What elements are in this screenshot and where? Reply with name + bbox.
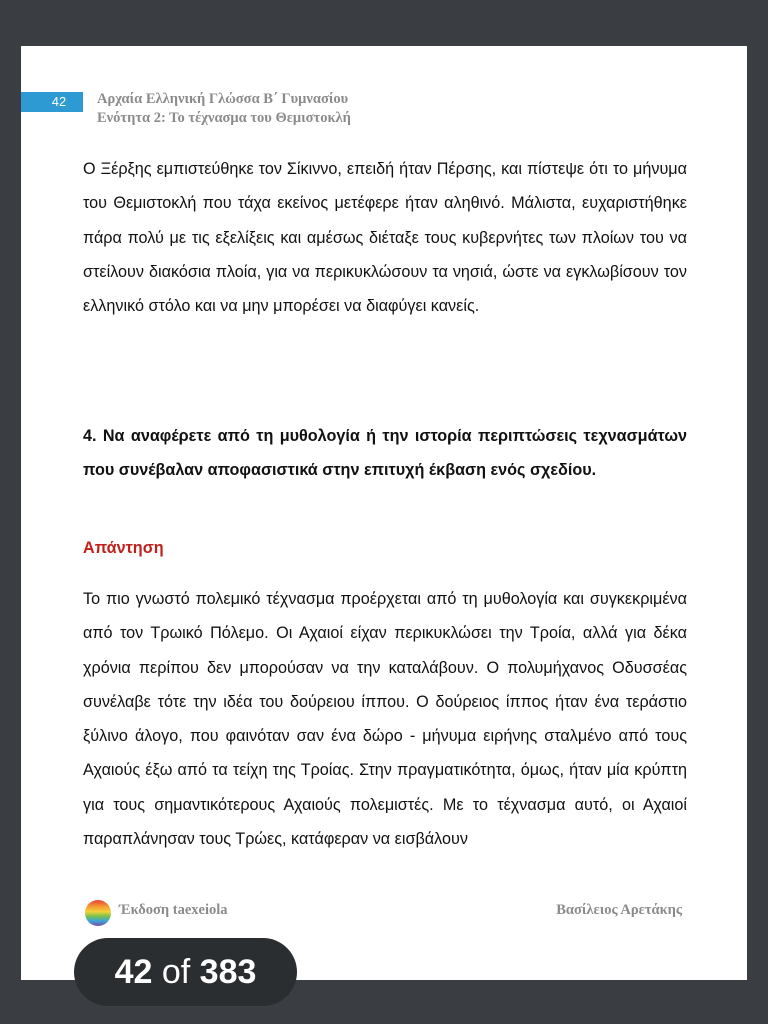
answer-text: Το πιο γνωστό πολεμικό τέχνασμα προέρχεται από τη μυθολογία και συγκεκριμένα από τον Τρωικό Πόλεμο. Οι Αχαιοί είχαν περικυκλώσει την Τροία, αλλά για δέκα χρόνια περίπου δεν μπορούσαν να την καταλάβουν. Ο πολυμήχανος Οδυσσέας συνέλαβε τότε την ιδέα του δούρειου ίππου. Ο δούρειος ίππος ήταν ένα τεράστιο ξύλινο άλογο, που φαινόταν σαν ένα δώρο - μήνυμα ειρήνης σταλμένο από τους Αχαιούς έξω από τα τείχη της Τροίας. Στην πραγματικότητα, όμως, ήταν μία κρύπτη για τους σημαντικότερους Αχαιούς πολεμιστές. Με το τέχνασμα αυτό, οι Αχαιοί παραπλάνησαν τους Τρώες, κατάφεραν να εισβάλουν [83,590,687,849]
question-4: 4. Να αναφέρετε από τη μυθολογία ή την ιστορία περιπτώσεις τεχνασμάτων που συνέβαλαν αποφασιστικά στην επιτυχή έκβαση ενός σχεδίου. [83,427,687,480]
page-counter [74,938,297,1006]
of-label: of [161,953,191,991]
page-number: 42 [51,94,67,109]
publisher-label: Έκδοση taexeiola [119,902,228,918]
unit-title: Ενότητα 2: Το τέχνασμα του Θεμιστοκλή [97,110,351,126]
current-page: 42 [114,953,153,991]
author-label: Βασίλειος Αρετάκης [556,902,682,918]
paragraph-1: Ο Ξέρξης εμπιστεύθηκε τον Σίκιννο, επειδή ήταν Πέρσης, και πίστεψε ότι το μήνυμα του Θεμιστοκλή που τάχα εκείνος μετέφερε ήταν αληθινό. Μάλιστα, ευχαριστήθηκε πάρα πολύ με τις εξελίξεις και αμέσως διέταξε τους κυβερνήτες των πλοίων του να στείλουν διακόσια πλοία, για να περικυκλώσουν τα νησιά, ώστε να εγκλωβίσουν τον ελληνικό στόλο και να μην μπορέσει να διαφύγει κανείς. [83,160,687,316]
document-page [21,46,747,980]
publisher-logo-icon [85,900,111,926]
running-header [97,90,351,128]
answer-label: Απάντηση [83,539,164,557]
book-title: Αρχαία Ελληνική Γλώσσα Β΄ Γυμνασίου [97,91,349,107]
total-pages: 383 [199,953,257,991]
page-number-tab [21,92,83,112]
